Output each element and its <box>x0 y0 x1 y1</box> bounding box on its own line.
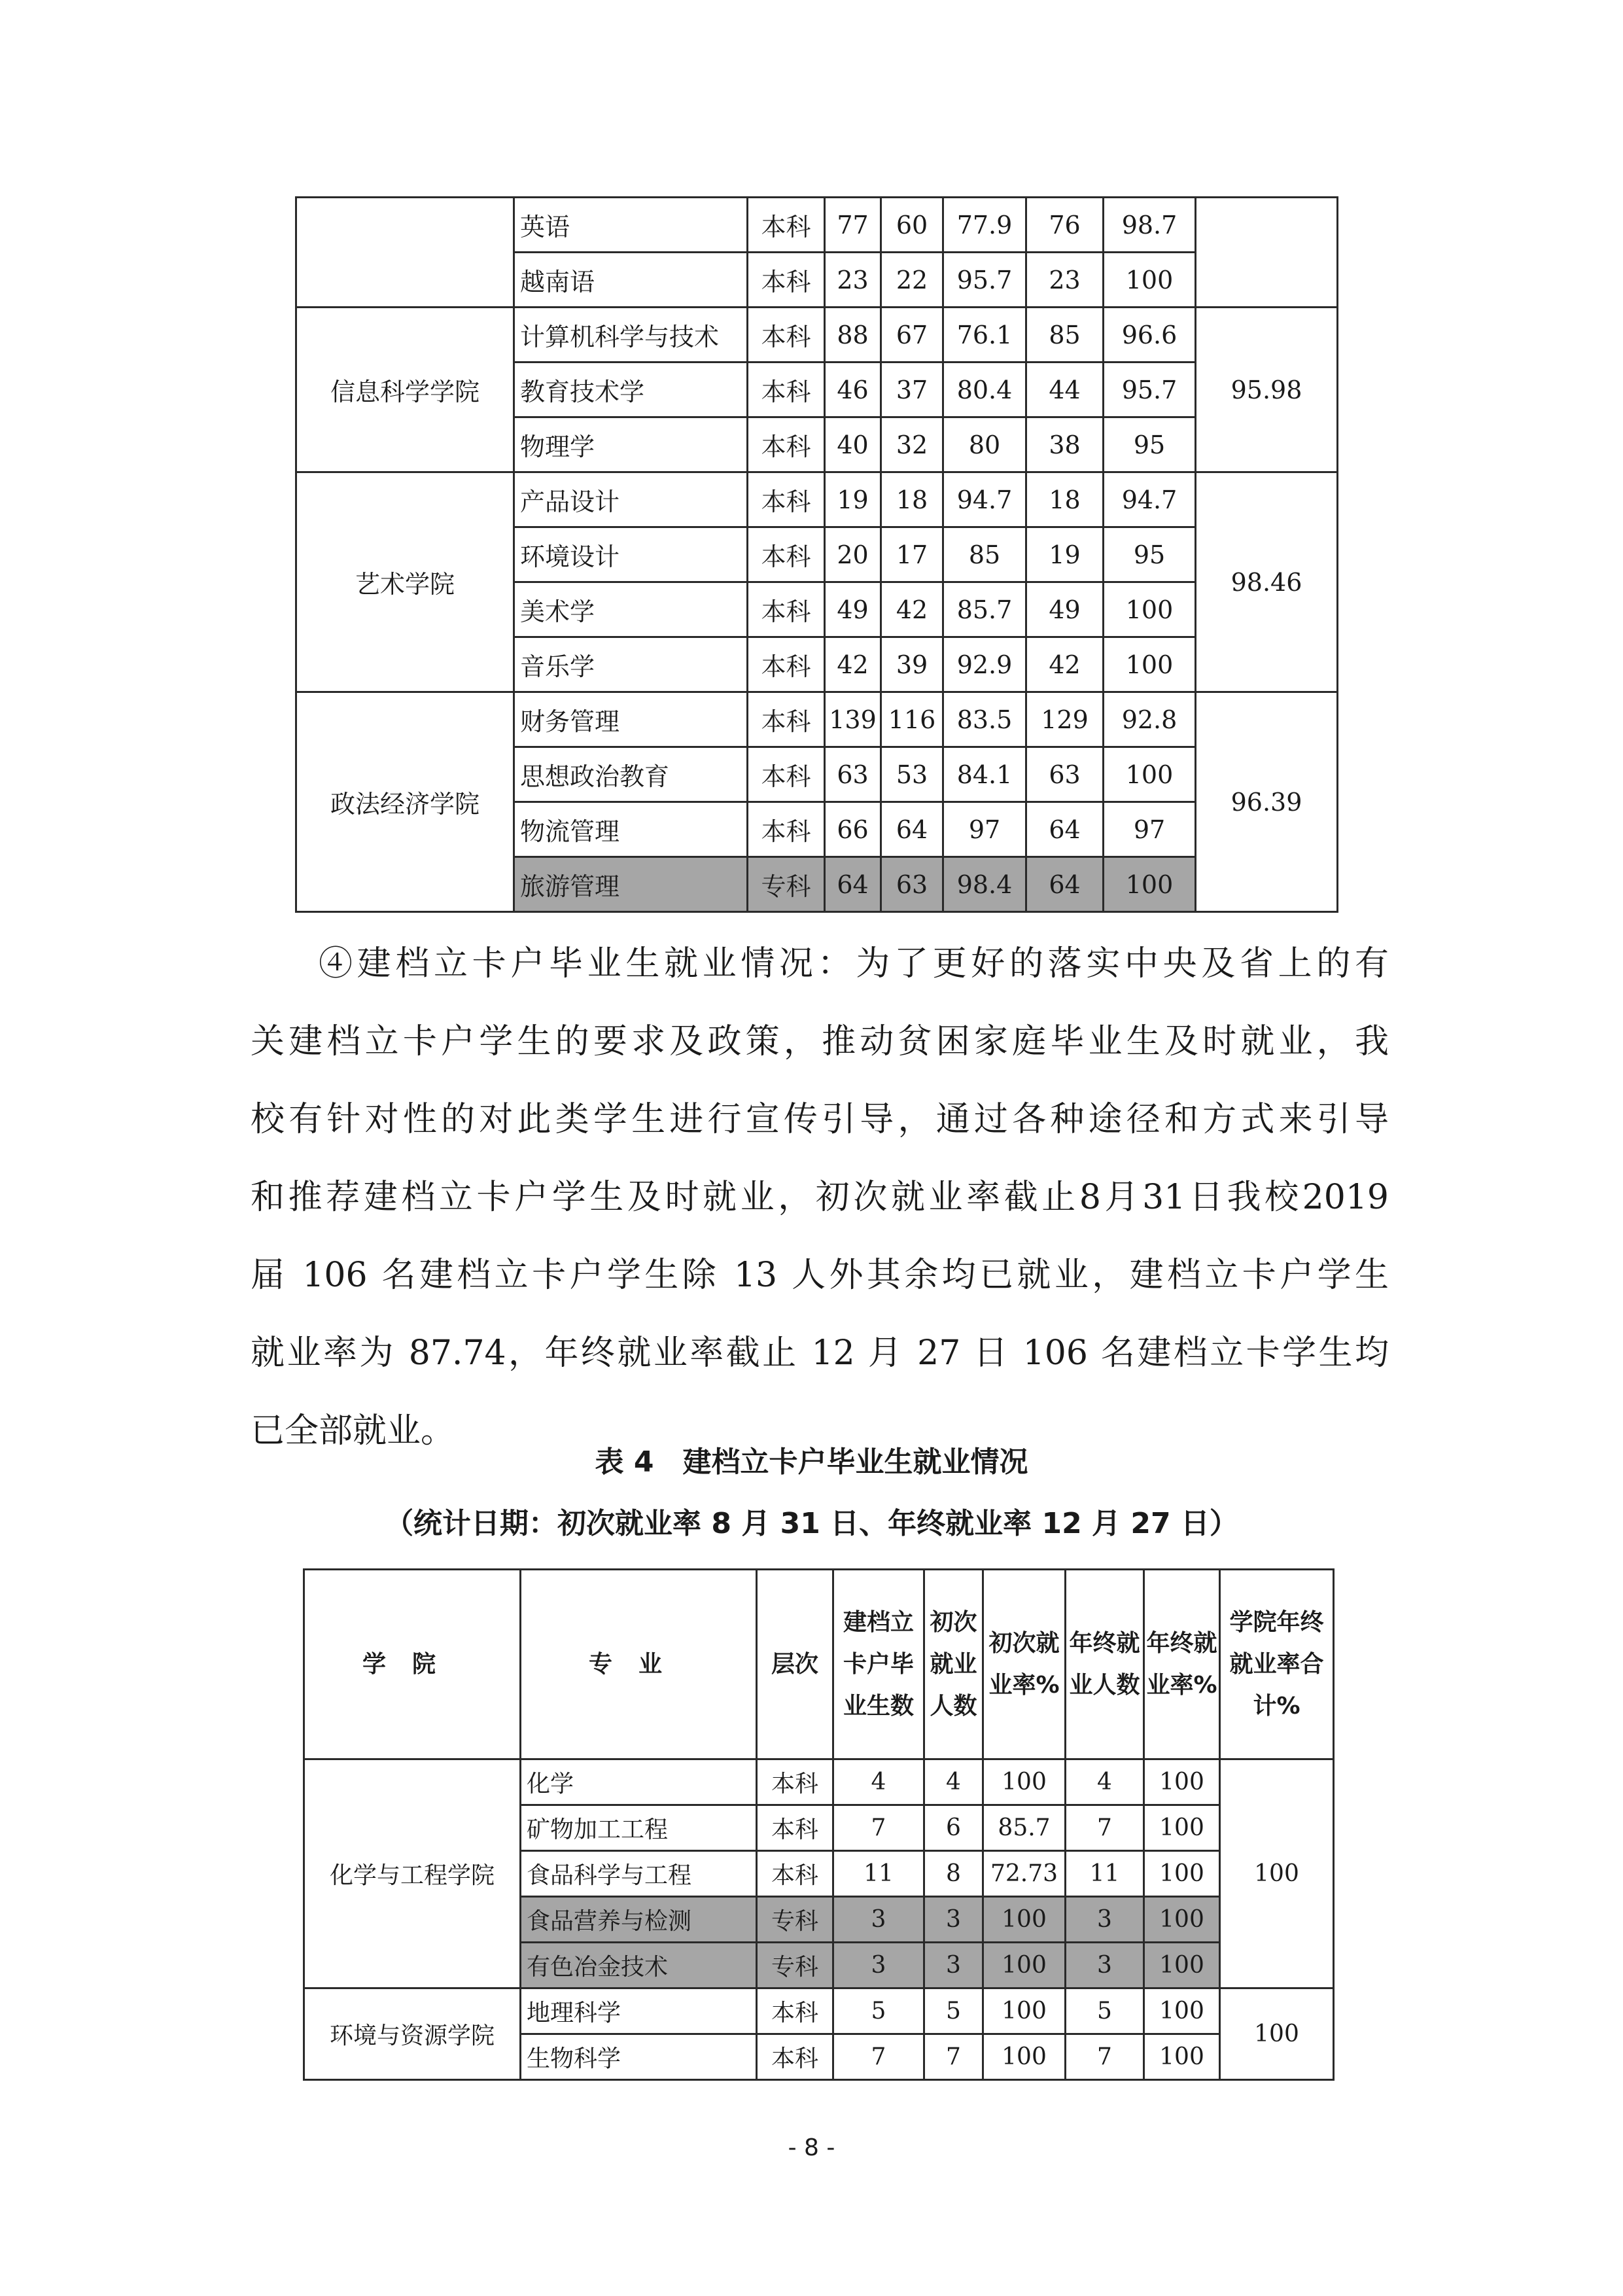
college-cell: 化学与工程学院 <box>304 1759 521 1988</box>
paragraph-line: 届 106 名建档立卡户学生除 13 人外其余均已就业，建档立卡户学生 <box>251 1256 1389 1295</box>
table-caption: 表 4 建档立卡户毕业生就业情况 <box>595 1445 1028 1479</box>
initial-employed-cell: 3 <box>924 1943 983 1988</box>
initial-employed-cell: 5 <box>924 1988 983 2034</box>
initial-rate-cell: 95.7 <box>943 253 1026 308</box>
final-employed-cell: 64 <box>1026 802 1104 857</box>
graduates-cell: 139 <box>825 692 881 747</box>
final-rate-cell: 100 <box>1144 2034 1220 2080</box>
final-rate-cell: 100 <box>1104 253 1196 308</box>
graduates-cell: 7 <box>833 1805 924 1851</box>
major-cell: 英语 <box>514 198 748 253</box>
final-rate-cell: 98.7 <box>1104 198 1196 253</box>
college-total-cell: 96.39 <box>1196 692 1338 912</box>
header-final-employed: 年终就业人数 <box>1066 1570 1144 1759</box>
final-rate-cell: 100 <box>1104 637 1196 692</box>
final-rate-cell: 95 <box>1104 417 1196 472</box>
paragraph-line: 校有针对性的对此类学生进行宣传引导，通过各种途径和方式来引导 <box>251 1100 1389 1139</box>
major-cell: 财务管理 <box>514 692 748 747</box>
graduates-cell: 3 <box>833 1897 924 1943</box>
final-rate-cell: 100 <box>1144 1943 1220 1988</box>
initial-employed-cell: 60 <box>881 198 943 253</box>
final-rate-cell: 92.8 <box>1104 692 1196 747</box>
graduates-cell: 66 <box>825 802 881 857</box>
final-employed-cell: 4 <box>1066 1759 1144 1805</box>
level-cell: 本科 <box>757 2034 833 2080</box>
major-cell: 矿物加工工程 <box>521 1805 757 1851</box>
initial-employed-cell: 39 <box>881 637 943 692</box>
paragraph-line: 关建档立卡户学生的要求及政策，推动贫困家庭毕业生及时就业，我 <box>251 1022 1389 1061</box>
major-cell: 地理科学 <box>521 1988 757 2034</box>
level-cell: 本科 <box>757 1988 833 2034</box>
final-rate-cell: 96.6 <box>1104 308 1196 362</box>
college-cell: 艺术学院 <box>296 472 514 692</box>
initial-employed-cell: 18 <box>881 472 943 527</box>
level-cell: 本科 <box>748 308 825 362</box>
header-college: 学院 <box>304 1570 521 1759</box>
major-cell: 食品科学与工程 <box>521 1851 757 1897</box>
final-employed-cell: 85 <box>1026 308 1104 362</box>
table-row <box>296 472 1338 527</box>
final-rate-cell: 100 <box>1104 582 1196 637</box>
initial-rate-cell: 85.7 <box>943 582 1026 637</box>
major-cell: 越南语 <box>514 253 748 308</box>
final-employed-cell: 3 <box>1066 1943 1144 1988</box>
initial-employed-cell: 64 <box>881 802 943 857</box>
final-rate-cell: 100 <box>1144 1897 1220 1943</box>
final-rate-cell: 100 <box>1144 1759 1220 1805</box>
initial-employed-cell: 6 <box>924 1805 983 1851</box>
initial-rate-cell: 92.9 <box>943 637 1026 692</box>
final-rate-cell: 100 <box>1104 747 1196 802</box>
initial-rate-cell: 83.5 <box>943 692 1026 747</box>
graduates-cell: 11 <box>833 1851 924 1897</box>
initial-employed-cell: 37 <box>881 362 943 417</box>
initial-rate-cell: 72.73 <box>983 1851 1066 1897</box>
college-cell: 信息科学学院 <box>296 308 514 472</box>
initial-employed-cell: 42 <box>881 582 943 637</box>
initial-rate-cell: 100 <box>983 1759 1066 1805</box>
level-cell: 专科 <box>748 857 825 912</box>
major-cell: 环境设计 <box>514 527 748 582</box>
header-college-total: 学院年终就业率合计% <box>1220 1570 1334 1759</box>
college-cell: 环境与资源学院 <box>304 1988 521 2080</box>
initial-rate-cell: 97 <box>943 802 1026 857</box>
graduates-cell: 5 <box>833 1988 924 2034</box>
major-cell: 旅游管理 <box>514 857 748 912</box>
level-cell: 本科 <box>748 198 825 253</box>
graduates-cell: 64 <box>825 857 881 912</box>
final-employed-cell: 129 <box>1026 692 1104 747</box>
level-cell: 本科 <box>748 637 825 692</box>
header-major: 专业 <box>521 1570 757 1759</box>
graduates-cell: 42 <box>825 637 881 692</box>
initial-employed-cell: 7 <box>924 2034 983 2080</box>
header-level: 层次 <box>757 1570 833 1759</box>
table-row <box>304 1759 1334 1805</box>
initial-rate-cell: 98.4 <box>943 857 1026 912</box>
graduates-cell: 77 <box>825 198 881 253</box>
major-cell: 物理学 <box>514 417 748 472</box>
initial-rate-cell: 100 <box>983 2034 1066 2080</box>
final-rate-cell: 100 <box>1144 1851 1220 1897</box>
final-employed-cell: 5 <box>1066 1988 1144 2034</box>
initial-rate-cell: 85.7 <box>983 1805 1066 1851</box>
graduates-cell: 63 <box>825 747 881 802</box>
table-row <box>296 308 1338 362</box>
level-cell: 本科 <box>748 472 825 527</box>
initial-employed-cell: 22 <box>881 253 943 308</box>
major-cell: 产品设计 <box>514 472 748 527</box>
final-employed-cell: 19 <box>1026 527 1104 582</box>
major-cell: 生物科学 <box>521 2034 757 2080</box>
graduates-cell: 20 <box>825 527 881 582</box>
final-rate-cell: 97 <box>1104 802 1196 857</box>
initial-rate-cell: 80.4 <box>943 362 1026 417</box>
final-employed-cell: 38 <box>1026 417 1104 472</box>
major-cell: 物流管理 <box>514 802 748 857</box>
college-total-cell: 98.46 <box>1196 472 1338 692</box>
college-cell: 政法经济学院 <box>296 692 514 912</box>
graduates-cell: 40 <box>825 417 881 472</box>
level-cell: 专科 <box>757 1943 833 1988</box>
level-cell: 本科 <box>757 1759 833 1805</box>
level-cell: 本科 <box>748 802 825 857</box>
graduates-cell: 3 <box>833 1943 924 1988</box>
final-employed-cell: 44 <box>1026 362 1104 417</box>
employment-table-continued <box>295 196 1338 913</box>
initial-rate-cell: 84.1 <box>943 747 1026 802</box>
final-employed-cell: 7 <box>1066 2034 1144 2080</box>
level-cell: 本科 <box>748 362 825 417</box>
initial-employed-cell: 32 <box>881 417 943 472</box>
final-rate-cell: 95 <box>1104 527 1196 582</box>
table-header-row <box>304 1570 1334 1759</box>
initial-rate-cell: 100 <box>983 1988 1066 2034</box>
final-rate-cell: 100 <box>1144 1988 1220 2034</box>
graduates-cell: 23 <box>825 253 881 308</box>
final-rate-cell: 100 <box>1104 857 1196 912</box>
initial-rate-cell: 94.7 <box>943 472 1026 527</box>
initial-employed-cell: 63 <box>881 857 943 912</box>
graduates-cell: 4 <box>833 1759 924 1805</box>
table-row <box>296 692 1338 747</box>
initial-rate-cell: 77.9 <box>943 198 1026 253</box>
header-initial-employed: 初次就业人数 <box>924 1570 983 1759</box>
initial-employed-cell: 53 <box>881 747 943 802</box>
final-employed-cell: 7 <box>1066 1805 1144 1851</box>
initial-employed-cell: 17 <box>881 527 943 582</box>
table-row <box>296 198 1338 253</box>
graduates-cell: 46 <box>825 362 881 417</box>
level-cell: 本科 <box>748 582 825 637</box>
final-employed-cell: 49 <box>1026 582 1104 637</box>
initial-employed-cell: 67 <box>881 308 943 362</box>
table-row <box>304 1988 1334 2034</box>
final-rate-cell: 100 <box>1144 1805 1220 1851</box>
major-cell: 化学 <box>521 1759 757 1805</box>
college-total-cell: 95.98 <box>1196 308 1338 472</box>
final-employed-cell: 18 <box>1026 472 1104 527</box>
paragraph-line: 已全部就业。 <box>251 1411 455 1451</box>
initial-rate-cell: 100 <box>983 1897 1066 1943</box>
final-employed-cell: 64 <box>1026 857 1104 912</box>
level-cell: 专科 <box>757 1897 833 1943</box>
major-cell: 美术学 <box>514 582 748 637</box>
major-cell: 有色冶金技术 <box>521 1943 757 1988</box>
graduates-cell: 7 <box>833 2034 924 2080</box>
initial-rate-cell: 80 <box>943 417 1026 472</box>
final-employed-cell: 63 <box>1026 747 1104 802</box>
initial-employed-cell: 116 <box>881 692 943 747</box>
college-total-cell <box>1196 198 1338 308</box>
poverty-registered-employment-table <box>303 1568 1335 2081</box>
header-final-rate: 年终就业率% <box>1144 1570 1220 1759</box>
college-total-cell: 100 <box>1220 1988 1334 2080</box>
initial-rate-cell: 100 <box>983 1943 1066 1988</box>
graduates-cell: 19 <box>825 472 881 527</box>
level-cell: 本科 <box>748 747 825 802</box>
college-cell <box>296 198 514 308</box>
level-cell: 本科 <box>757 1805 833 1851</box>
level-cell: 本科 <box>748 253 825 308</box>
major-cell: 音乐学 <box>514 637 748 692</box>
header-initial-rate: 初次就业率% <box>983 1570 1066 1759</box>
graduates-cell: 49 <box>825 582 881 637</box>
final-employed-cell: 3 <box>1066 1897 1144 1943</box>
level-cell: 本科 <box>748 692 825 747</box>
level-cell: 本科 <box>757 1851 833 1897</box>
major-cell: 教育技术学 <box>514 362 748 417</box>
initial-rate-cell: 76.1 <box>943 308 1026 362</box>
initial-employed-cell: 3 <box>924 1897 983 1943</box>
header-graduates: 建档立卡户毕业生数 <box>833 1570 924 1759</box>
final-employed-cell: 11 <box>1066 1851 1144 1897</box>
graduates-cell: 88 <box>825 308 881 362</box>
major-cell: 计算机科学与技术 <box>514 308 748 362</box>
level-cell: 本科 <box>748 527 825 582</box>
final-rate-cell: 95.7 <box>1104 362 1196 417</box>
initial-employed-cell: 8 <box>924 1851 983 1897</box>
major-cell: 食品营养与检测 <box>521 1897 757 1943</box>
final-employed-cell: 42 <box>1026 637 1104 692</box>
paragraph-line: 就业率为 87.74，年终就业率截止 12 月 27 日 106 名建档立卡学生均 <box>251 1333 1389 1373</box>
table-caption-subtitle: （统计日期：初次就业率 8 月 31 日、年终就业率 12 月 27 日） <box>385 1507 1238 1540</box>
paragraph-line: ④建档立卡户毕业生就业情况：为了更好的落实中央及省上的有 <box>319 944 1389 983</box>
major-cell: 思想政治教育 <box>514 747 748 802</box>
body-paragraph <box>251 925 1389 1470</box>
paragraph-line: 和推荐建档立卡户学生及时就业，初次就业率截止8月31日我校2019 <box>251 1178 1389 1217</box>
page-number: - 8 - <box>788 2134 835 2161</box>
final-employed-cell: 76 <box>1026 198 1104 253</box>
initial-rate-cell: 85 <box>943 527 1026 582</box>
level-cell: 本科 <box>748 417 825 472</box>
college-total-cell: 100 <box>1220 1759 1334 1988</box>
initial-employed-cell: 4 <box>924 1759 983 1805</box>
final-rate-cell: 94.7 <box>1104 472 1196 527</box>
final-employed-cell: 23 <box>1026 253 1104 308</box>
